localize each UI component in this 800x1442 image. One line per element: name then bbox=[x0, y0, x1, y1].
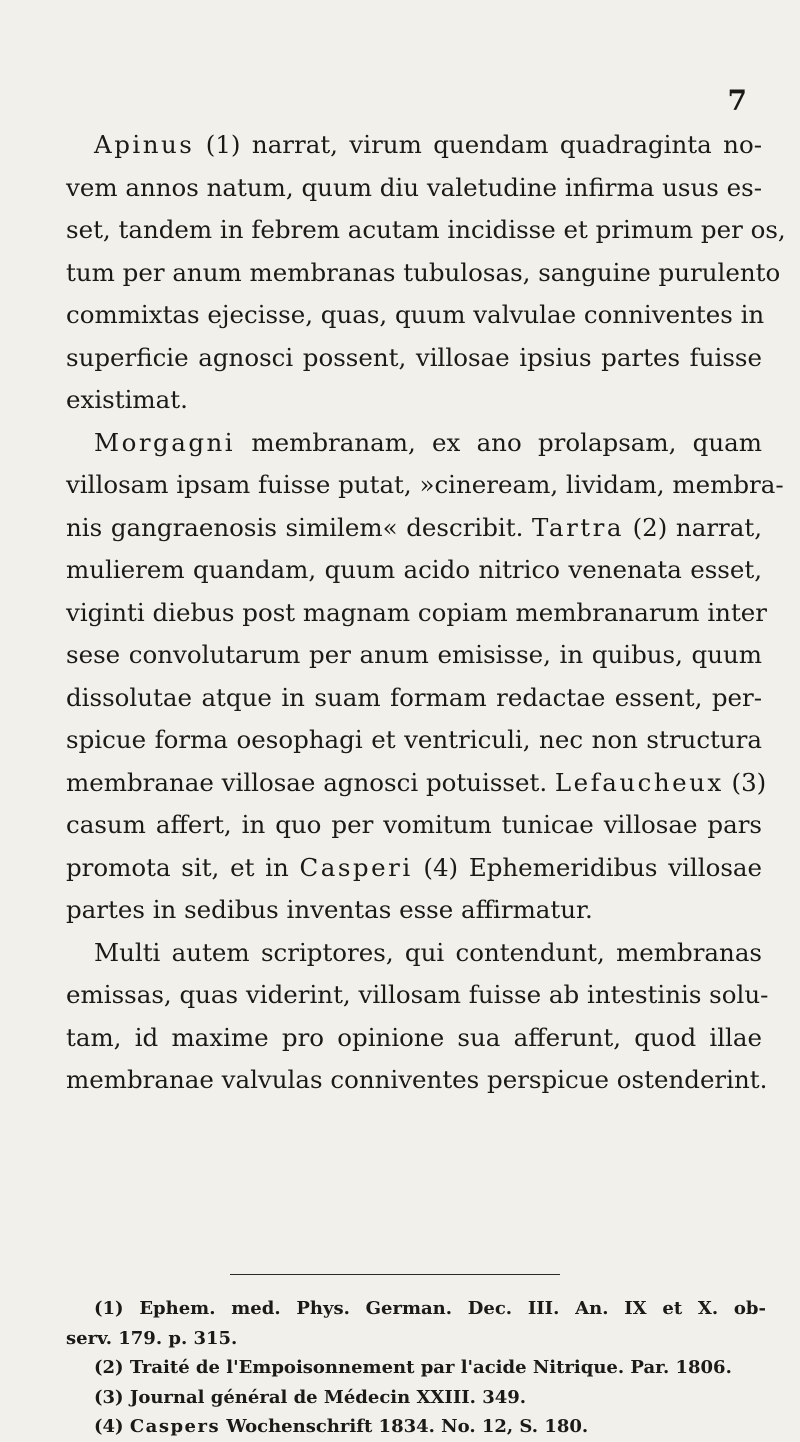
text-line: villosam ipsam fuisse putat, »cineream, lividam, membra- bbox=[66, 470, 784, 499]
author-name: Apinus bbox=[94, 130, 195, 159]
text-line bbox=[66, 507, 762, 550]
text-line bbox=[66, 124, 762, 167]
text-line: commixtas ejecisse, quas, quum valvulae conniventes in bbox=[66, 300, 765, 329]
text-run: (4) Ephemeridibus villosae bbox=[412, 852, 762, 882]
text-run: (3) bbox=[723, 767, 767, 797]
page-number: 7 bbox=[727, 84, 748, 117]
text-line: membranae valvulas conniventes perspicue ostenderint. bbox=[66, 1065, 768, 1094]
author-name: Caspers bbox=[129, 1416, 221, 1437]
text-run: Wochenschrift 1834. No. 12, S. 180. bbox=[220, 1416, 589, 1437]
main-text bbox=[66, 124, 786, 1102]
footnote: (1) Ephem. med. Phys. German. Dec. III. An. IX et X. ob- bbox=[94, 1298, 766, 1319]
text-run: (4) bbox=[94, 1416, 130, 1437]
text-line: Multi autem scriptores, qui contendunt, membranas bbox=[94, 937, 762, 967]
footnote: (2) Traité de l'Empoisonnement par l'acide Nitrique. Par. 1806. bbox=[94, 1357, 732, 1378]
text-line bbox=[66, 762, 767, 805]
text-run: promota sit, et in bbox=[66, 852, 300, 882]
footnote-divider bbox=[230, 1274, 560, 1275]
text-line bbox=[66, 847, 762, 890]
text-run: membranae villosae agnosci potuisset. bbox=[66, 767, 555, 797]
author-name: Lefaucheux bbox=[554, 767, 724, 797]
text-line: viginti diebus post magnam copiam membranarum inter bbox=[66, 597, 768, 627]
text-line: dissolutae atque in suam formam redactae essent, per- bbox=[66, 682, 762, 712]
footnote bbox=[66, 1412, 766, 1442]
footnotes bbox=[66, 1294, 766, 1442]
text-line: vem annos natum, quum diu valetudine infirma usus es- bbox=[66, 172, 762, 202]
footnote-continuation: serv. 179. p. 315. bbox=[66, 1327, 238, 1349]
text-run: nis gangraenosis similem« describit. bbox=[66, 512, 533, 542]
text-run: (2) narrat, bbox=[623, 512, 762, 542]
text-line: partes in sedibus inventas esse affirmatur. bbox=[66, 895, 593, 924]
text-line: mulierem quandam, quum acido nitrico venenata esset, bbox=[66, 555, 762, 584]
author-name: Morgagni bbox=[94, 427, 236, 457]
text-line bbox=[66, 422, 762, 465]
text-line: set, tandem in febrem acutam incidisse et primum per os, bbox=[66, 215, 786, 244]
text-line: tam, id maxime pro opinione sua afferunt, quod illae bbox=[66, 1022, 762, 1052]
text-run: (1) narrat, virum quendam quadraginta no- bbox=[194, 130, 762, 159]
text-line: existimat. bbox=[66, 385, 188, 414]
author-name: Casperi bbox=[299, 852, 413, 882]
text-line: emissas, quas viderint, villosam fuisse ab intestinis solu- bbox=[66, 980, 769, 1009]
text-line: spicue forma oesophagi et ventriculi, nec non structura bbox=[66, 725, 762, 754]
text-line: tum per anum membranas tubulosas, sanguine purulento bbox=[66, 257, 781, 287]
text-run: membranam, ex ano prolapsam, quam bbox=[235, 427, 762, 457]
text-line: sese convolutarum per anum emisisse, in quibus, quum bbox=[66, 640, 762, 669]
footnote: (3) Journal général de Médecin XXIII. 349. bbox=[94, 1386, 527, 1408]
author-name: Tartra bbox=[532, 512, 624, 542]
text-line: casum affert, in quo per vomitum tunicae villosae pars bbox=[66, 810, 762, 839]
text-line: superficie agnosci possent, villosae ipsius partes fuisse bbox=[66, 342, 762, 372]
